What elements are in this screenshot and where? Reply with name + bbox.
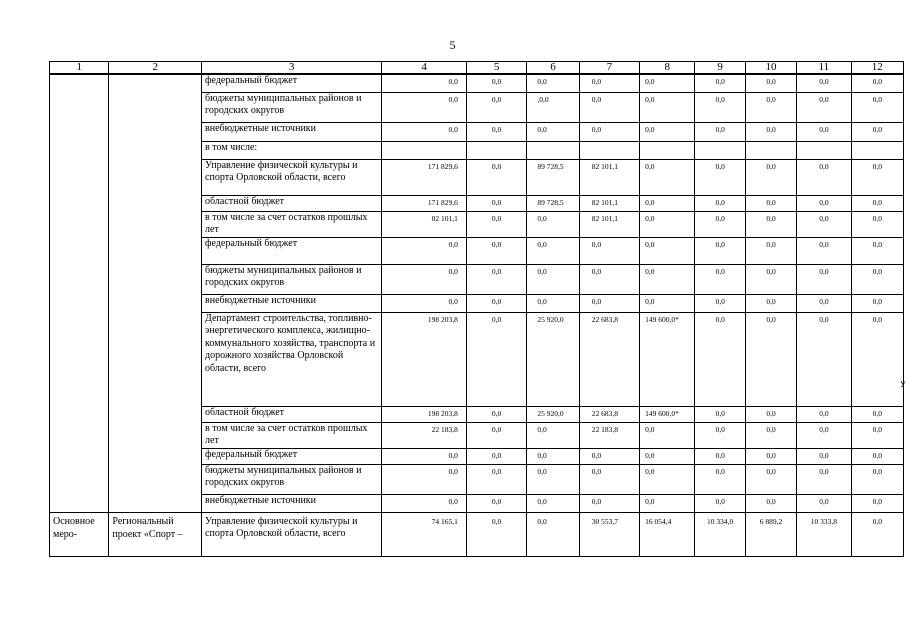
value-cell: 0,0 [527, 494, 579, 512]
value-cell: 0,0 [797, 448, 851, 464]
value-cell: 82 101,1 [382, 211, 467, 237]
value-cell: 0,0 [745, 92, 796, 122]
value-cell: 0,0 [640, 159, 695, 195]
value-cell: 0,0 [579, 74, 639, 92]
header-cell: 12 [851, 62, 903, 75]
header-cell: 8 [640, 62, 695, 75]
value-cell: 0,0 [579, 92, 639, 122]
value-cell: 0,0 [527, 264, 579, 294]
value-cell: 82 101,1 [579, 195, 639, 211]
value-cell: 0,0 [745, 494, 796, 512]
value-cell [640, 141, 695, 159]
value-cell: 0,0 [695, 195, 745, 211]
row-label: Управление физической культуры и спорта Орловской области, всего [202, 159, 382, 195]
value-cell: 0,0 [851, 122, 903, 141]
value-cell: 0,0 [695, 122, 745, 141]
value-cell [466, 141, 526, 159]
value-cell: 89 728,5 [527, 159, 579, 195]
value-cell: 16 054,4 [640, 512, 695, 556]
value-cell: 0,0 [640, 448, 695, 464]
value-cell: 0,0 [695, 494, 745, 512]
value-cell: 0,0 [466, 122, 526, 141]
value-cell: 0,0 [695, 211, 745, 237]
regional-project-cell: Региональный проект «Спорт – [109, 512, 202, 556]
value-cell: 0,0 [797, 264, 851, 294]
header-cell: 7 [579, 62, 639, 75]
value-cell: 0,0 [527, 211, 579, 237]
value-cell: 198 203,8 [382, 312, 467, 406]
value-cell: 0,0 [797, 494, 851, 512]
value-cell [695, 141, 745, 159]
value-cell: 0,0 [382, 448, 467, 464]
value-cell: 0,0 [851, 312, 903, 406]
value-cell: 0,0 [382, 294, 467, 312]
value-cell: 0,0 [466, 512, 526, 556]
value-cell: 0,0 [851, 494, 903, 512]
value-cell: 0,0 [527, 237, 579, 264]
row-label: в том числе за счет остатков прошлых лет [202, 422, 382, 448]
value-cell: 0,0 [695, 406, 745, 422]
value-cell: 10 334,0 [695, 512, 745, 556]
value-cell: 171 829,6 [382, 195, 467, 211]
value-cell: 0,0 [640, 92, 695, 122]
value-cell: 198 203,8 [382, 406, 467, 422]
value-cell: 0,0 [851, 237, 903, 264]
value-cell: 0,0 [466, 159, 526, 195]
row-label: внебюджетные источники [202, 294, 382, 312]
table-row-main-event [50, 512, 904, 556]
value-cell: 0,0 [851, 159, 903, 195]
value-cell: 0,0 [466, 264, 526, 294]
value-cell: 89 728,5 [527, 195, 579, 211]
value-cell: 82 101,1 [579, 159, 639, 195]
header-cell: 2 [109, 62, 202, 75]
value-cell: 0,0 [466, 195, 526, 211]
value-cell: 22 683,8 [579, 406, 639, 422]
value-cell: 22 183,8 [382, 422, 467, 448]
value-cell: 0,0 [851, 211, 903, 237]
value-cell: 0,0 [640, 74, 695, 92]
blank-cell-col2 [109, 74, 202, 512]
value-cell: 0,0 [466, 294, 526, 312]
page-number: 5 [449, 38, 456, 52]
value-cell: 22 683,8 [579, 312, 639, 406]
header-cell: 5 [466, 62, 526, 75]
value-cell: 0,0 [466, 422, 526, 448]
table-row [50, 74, 904, 92]
value-cell: 0,0 [527, 122, 579, 141]
value-cell: 0,0 [382, 494, 467, 512]
main-event-cell: Основное меро- [50, 512, 109, 556]
value-cell: 0,0 [640, 494, 695, 512]
budget-table [49, 61, 904, 557]
value-cell: 0,0 [579, 264, 639, 294]
value-cell: 149 600,0* [640, 406, 695, 422]
value-cell: 6 889,2 [745, 512, 796, 556]
value-cell: 0,0 [851, 512, 903, 556]
value-cell: 0,0 [797, 195, 851, 211]
value-cell: 0,0 [579, 237, 639, 264]
value-cell: 0,0 [797, 422, 851, 448]
value-cell: 0,0 [695, 264, 745, 294]
row-label: в том числе за счет остатков прошлых лет [202, 211, 382, 237]
value-cell: 0,0 [466, 494, 526, 512]
value-cell: 0,0 [382, 237, 467, 264]
value-cell: 0,0 [527, 74, 579, 92]
value-cell: 0,0 [851, 264, 903, 294]
value-cell: 0,0 [640, 195, 695, 211]
value-cell: 0,0 [851, 74, 903, 92]
value-cell: 0,0 [745, 406, 796, 422]
value-cell: 0,0 [466, 237, 526, 264]
value-cell: 0,0 [745, 448, 796, 464]
row-label: федеральный бюджет [202, 237, 382, 264]
blank-cell-col1 [50, 74, 109, 512]
value-cell: 10 333,8 [797, 512, 851, 556]
value-cell: 0,0 [527, 512, 579, 556]
value-cell: 74 165,1 [382, 512, 467, 556]
value-cell: 0,0 [527, 294, 579, 312]
value-cell: 0,0 [579, 464, 639, 494]
value-cell: 0,0 [466, 406, 526, 422]
value-cell: 0,0 [797, 312, 851, 406]
value-cell: 149 600,0* [640, 312, 695, 406]
value-cell: 0,0 [797, 237, 851, 264]
value-cell: 0,0 [745, 237, 796, 264]
value-cell: ,0,0 [527, 92, 579, 122]
value-cell [797, 141, 851, 159]
value-cell: 0,0 [745, 122, 796, 141]
value-cell: 0,0 [851, 294, 903, 312]
row-label: федеральный бюджет [202, 448, 382, 464]
value-cell: 0,0 [466, 92, 526, 122]
value-cell: 0,0 [382, 92, 467, 122]
value-cell: 0,0 [382, 464, 467, 494]
value-cell: 0,0 [640, 294, 695, 312]
header-cell: 6 [527, 62, 579, 75]
value-cell: 0,0 [797, 211, 851, 237]
value-cell: 0,0 [466, 312, 526, 406]
value-cell: 0,0 [797, 406, 851, 422]
value-cell: 0,0 [695, 464, 745, 494]
row-label: внебюджетные источники [202, 122, 382, 141]
value-cell: 0,0 [382, 264, 467, 294]
value-cell: 0,0 [851, 92, 903, 122]
value-cell [382, 141, 467, 159]
value-cell: 0,0 [745, 159, 796, 195]
value-cell: 0,0 [745, 294, 796, 312]
value-cell: 0,0 [695, 448, 745, 464]
row-label: Департамент строительства, топливно-энергетического комплекса, жилищно-коммунального хозяйства, транспорта и дорожного хозяйства Орловской области, всего [202, 312, 382, 406]
value-cell: 25 920,0 [527, 312, 579, 406]
value-cell [851, 141, 903, 159]
value-cell: 0,0 [527, 448, 579, 464]
value-cell: 0,0 [640, 122, 695, 141]
value-cell: 0,0 [466, 448, 526, 464]
row-label: областной бюджет [202, 195, 382, 211]
value-cell [527, 141, 579, 159]
value-cell: 30 553,7 [579, 512, 639, 556]
value-cell: 0,0 [579, 494, 639, 512]
value-cell: 0,0 [695, 422, 745, 448]
value-cell: 0,0 [851, 422, 903, 448]
row-label: областной бюджет [202, 406, 382, 422]
value-cell: 0,0 [851, 406, 903, 422]
value-cell: 0,0 [851, 448, 903, 464]
row-label: в том числе: [202, 141, 382, 159]
value-cell: 0,0 [745, 312, 796, 406]
value-cell: 0,0 [745, 74, 796, 92]
value-cell: 0,0 [695, 74, 745, 92]
value-cell: 0,0 [745, 464, 796, 494]
header-cell: 11 [797, 62, 851, 75]
value-cell: 0,0 [382, 74, 467, 92]
value-cell: 0,0 [851, 195, 903, 211]
row-label: внебюджетные источники [202, 494, 382, 512]
value-cell: 0,0 [466, 211, 526, 237]
row-label: бюджеты муниципальных районов и городских округов [202, 92, 382, 122]
value-cell: 0,0 [797, 74, 851, 92]
value-cell [745, 141, 796, 159]
header-cell: 3 [202, 62, 382, 75]
value-cell: 0,0 [745, 264, 796, 294]
value-cell: 0,0 [382, 122, 467, 141]
value-cell: 0,0 [695, 159, 745, 195]
value-cell: 0,0 [466, 464, 526, 494]
header-cell: 4 [382, 62, 467, 75]
value-cell: 22 183,8 [579, 422, 639, 448]
row-label: федеральный бюджет [202, 74, 382, 92]
header-cell: 10 [745, 62, 796, 75]
stray-mark: У [900, 380, 906, 389]
value-cell: 0,0 [695, 92, 745, 122]
row-label: Управление физической культуры и спорта Орловской области, всего [202, 512, 382, 556]
value-cell: 25 920,0 [527, 406, 579, 422]
value-cell: 0,0 [695, 312, 745, 406]
value-cell: 0,0 [640, 237, 695, 264]
value-cell: 0,0 [640, 264, 695, 294]
value-cell: 0,0 [797, 122, 851, 141]
value-cell: 0,0 [579, 294, 639, 312]
header-cell: 1 [50, 62, 109, 75]
row-label: бюджеты муниципальных районов и городских округов [202, 464, 382, 494]
value-cell: 0,0 [695, 294, 745, 312]
value-cell: 82 101,1 [579, 211, 639, 237]
value-cell: 0,0 [640, 211, 695, 237]
value-cell: 0,0 [527, 422, 579, 448]
value-cell: 0,0 [797, 92, 851, 122]
value-cell: 0,0 [745, 422, 796, 448]
row-label: бюджеты муниципальных районов и городских округов [202, 264, 382, 294]
value-cell: 0,0 [851, 464, 903, 494]
value-cell: 0,0 [745, 211, 796, 237]
header-row [50, 62, 904, 75]
value-cell: 0,0 [640, 422, 695, 448]
value-cell: 0,0 [579, 448, 639, 464]
value-cell [579, 141, 639, 159]
value-cell: 0,0 [527, 464, 579, 494]
value-cell: 0,0 [466, 74, 526, 92]
value-cell: 0,0 [797, 159, 851, 195]
header-cell: 9 [695, 62, 745, 75]
value-cell: 0,0 [797, 294, 851, 312]
value-cell: 171 829,6 [382, 159, 467, 195]
value-cell: 0,0 [797, 464, 851, 494]
value-cell: 0,0 [579, 122, 639, 141]
value-cell: 0,0 [695, 237, 745, 264]
value-cell: 0,0 [640, 464, 695, 494]
value-cell: 0,0 [745, 195, 796, 211]
